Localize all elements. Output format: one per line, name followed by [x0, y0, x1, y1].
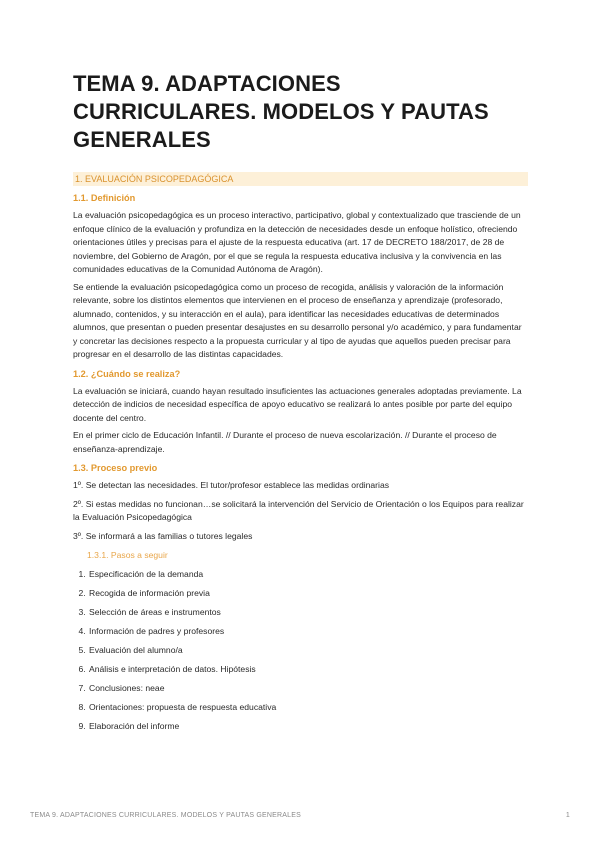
- process-step: 1º. Se detectan las necesidades. El tutor/profesor establece las medidas ordinarias: [73, 480, 390, 490]
- page-number: 1: [565, 812, 570, 819]
- list-item: 2. Recogida de información previa: [88, 584, 528, 603]
- steps-list: [73, 565, 528, 736]
- document-page: [73, 70, 528, 736]
- page-title: TEMA 9. ADAPTACIONES CURRICULARES. MODELOS Y PAUTAS GENERALES: [73, 71, 489, 152]
- list-item: 9. Elaboración del informe: [88, 717, 528, 736]
- subsection-heading-definicion: 1.1. Definición: [73, 193, 136, 203]
- list-item: 3. Selección de áreas e instrumentos: [88, 603, 528, 622]
- paragraph: Se entiende la evaluación psicopedagógica como un proceso de recogida, análisis y valoración de la información relevante, sobre los distintos elementos que intervienen en el proceso de enseñanza y aprendizaje (profesorado, alumnado, contenidos, y su interacción en el aula), para identificar las necesidades educativas de determinados alumnos, que presentan o pueden presentar desajustes en su desarrollo personal y/o académico, y para fundamentar y concretar las decisiones respecto a la propuesta curricular y al tipo de ayudas que aquellos pueden precisar para progresar en el desarrollo de las distintas capacidades.: [73, 281, 522, 359]
- process-step: 3º. Se informará a las familias o tutores legales: [73, 530, 253, 541]
- list-item: 7. Conclusiones: neae: [88, 679, 528, 698]
- list-item: 1. Especificación de la demanda: [88, 565, 528, 584]
- page-footer: [30, 812, 570, 819]
- list-item: 5. Evaluación del alumno/a: [88, 641, 528, 660]
- list-item: 6. Análisis e interpretación de datos. Hipótesis: [88, 660, 528, 679]
- sub-subsection-heading-pasos: 1.3.1. Pasos a seguir: [87, 550, 168, 560]
- paragraph: La evaluación psicopedagógica es un proceso interactivo, participativo, global y contextualizado que trasciende de un enfoque clínico de la evaluación y profundiza en la detección de necesidades desde un enfoque holístico, ofreciendo orientaciones útiles y precisas para el ajuste de la respuesta educativa (art. 17 de DECRETO 188/2017, de 28 de noviembre, del Gobierno de Aragón, por el que se regula la respuesta educativa inclusiva y la convivencia en las comunidades educativas de la Comunidad Autónoma de Aragón).: [73, 210, 521, 274]
- subsection-heading-cuando: 1.2. ¿Cuándo se realiza?: [73, 368, 181, 379]
- section-heading: 1. EVALUACIÓN PSICOPEDAGÓGICA: [73, 172, 528, 186]
- footer-title: TEMA 9. ADAPTACIONES CURRICULARES. MODELOS Y PAUTAS GENERALES: [30, 812, 302, 819]
- list-item: 8. Orientaciones: propuesta de respuesta educativa: [88, 698, 528, 717]
- list-item: 4. Información de padres y profesores: [88, 622, 528, 641]
- paragraph: En el primer ciclo de Educación Infantil. // Durante el proceso de nueva escolarización. // Durante el proceso de enseñanza-aprendizaje.: [73, 430, 497, 454]
- paragraph: La evaluación se iniciará, cuando hayan resultado insuficientes las actuaciones generales adoptadas previamente. La detección de indicios de necesidad específica de apoyo educativo se realizará lo antes posible por parte del equipo docente del centro.: [73, 385, 522, 423]
- process-step: 2º. Si estas medidas no funcionan…se solicitará la intervención del Servicio de Orientación o los Equipos para realizar la Evaluación Psicopedagógica: [73, 498, 524, 522]
- subsection-heading-proceso: 1.3. Proceso previo: [73, 463, 158, 473]
